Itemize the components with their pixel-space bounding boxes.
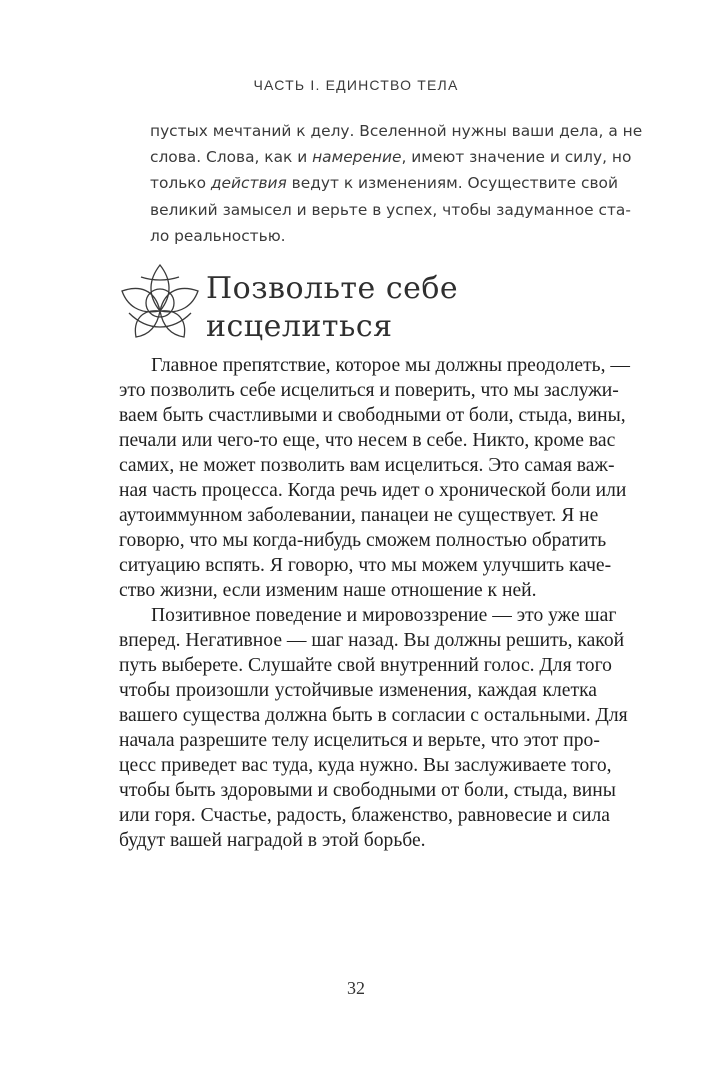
section-heading-line-2: исцелиться bbox=[206, 309, 393, 344]
intro-text: великий замысел и верьте в успех, чтобы задуманное ста- bbox=[150, 200, 631, 219]
lotus-knot-icon bbox=[119, 261, 201, 341]
body-line: ная часть процесса. Когда речь идет о хронической боли или bbox=[119, 480, 627, 501]
body-line: говорю, что мы когда-нибудь сможем полностью обратить bbox=[119, 530, 607, 551]
body-line: будут вашей наградой в этой борьбе. bbox=[119, 830, 426, 851]
body-line: путь выберете. Слушайте свой внутренний голос. Для того bbox=[119, 655, 612, 676]
intro-emphasis: действия bbox=[210, 174, 287, 193]
body-line: ситуацию вспять. Я говорю, что мы можем улучшить каче- bbox=[119, 555, 612, 576]
body-line: самих, не может позволить вам исцелиться. Это самая важ- bbox=[119, 455, 615, 476]
page-number: 32 bbox=[347, 978, 365, 998]
body-line: или горя. Счастье, радость, блаженство, равновесие и сила bbox=[119, 805, 610, 826]
body-line: чтобы произошли устойчивые изменения, каждая клетка bbox=[119, 680, 597, 701]
intro-line bbox=[150, 197, 631, 223]
body-line: начала разрешите телу исцелиться и верьте, что этот про- bbox=[119, 730, 600, 751]
body-line: вашего существа должна быть в согласии с остальными. Для bbox=[119, 705, 628, 726]
intro-line bbox=[150, 144, 632, 170]
section-heading-line-1: Позвольте себе bbox=[206, 271, 459, 306]
body-line: Позитивное поведение и мировоззрение — это уже шаг bbox=[151, 605, 617, 626]
intro-line bbox=[150, 118, 643, 144]
body-line: вперед. Негативное — шаг назад. Вы должны решить, какой bbox=[119, 630, 625, 651]
running-head: ЧАСТЬ I. ЕДИНСТВО ТЕЛА bbox=[253, 77, 459, 93]
body-line: аутоиммунном заболевании, панацеи не существует. Я не bbox=[119, 505, 599, 526]
intro-text: только bbox=[150, 174, 211, 193]
intro-text: ло реальностью. bbox=[150, 226, 286, 245]
body-line: чтобы быть здоровыми и свободными от боли, стыда, вины bbox=[119, 780, 616, 801]
intro-text: пустых мечтаний к делу. Вселенной нужны ваши дела, а не bbox=[150, 122, 643, 140]
intro-text: ведут к изменениям. Осуществите свой bbox=[286, 174, 618, 193]
intro-text: , имеют значение и силу, но bbox=[401, 148, 632, 167]
body-text bbox=[119, 353, 630, 853]
intro-line bbox=[150, 223, 598, 249]
body-line: ваем быть счастливыми и свободными от боли, стыда, вины, bbox=[119, 405, 626, 426]
intro-emphasis: намерение bbox=[312, 148, 402, 167]
intro-line bbox=[150, 170, 618, 196]
intro-paragraph bbox=[150, 118, 643, 249]
body-line: Главное препятствие, которое мы должны преодолеть, — bbox=[151, 355, 630, 376]
body-line: цесс приведет вас туда, куда нужно. Вы заслуживаете того, bbox=[119, 755, 612, 776]
body-line: это позволить себе исцелиться и поверить, что мы заслужи- bbox=[119, 380, 619, 401]
intro-text: слова. Слова, как и bbox=[150, 148, 313, 167]
body-line: печали или чего-то еще, что несем в себе. Никто, кроме вас bbox=[119, 430, 616, 451]
body-line: ство жизни, если изменим наше отношение к ней. bbox=[119, 580, 537, 601]
section-heading bbox=[206, 270, 458, 346]
